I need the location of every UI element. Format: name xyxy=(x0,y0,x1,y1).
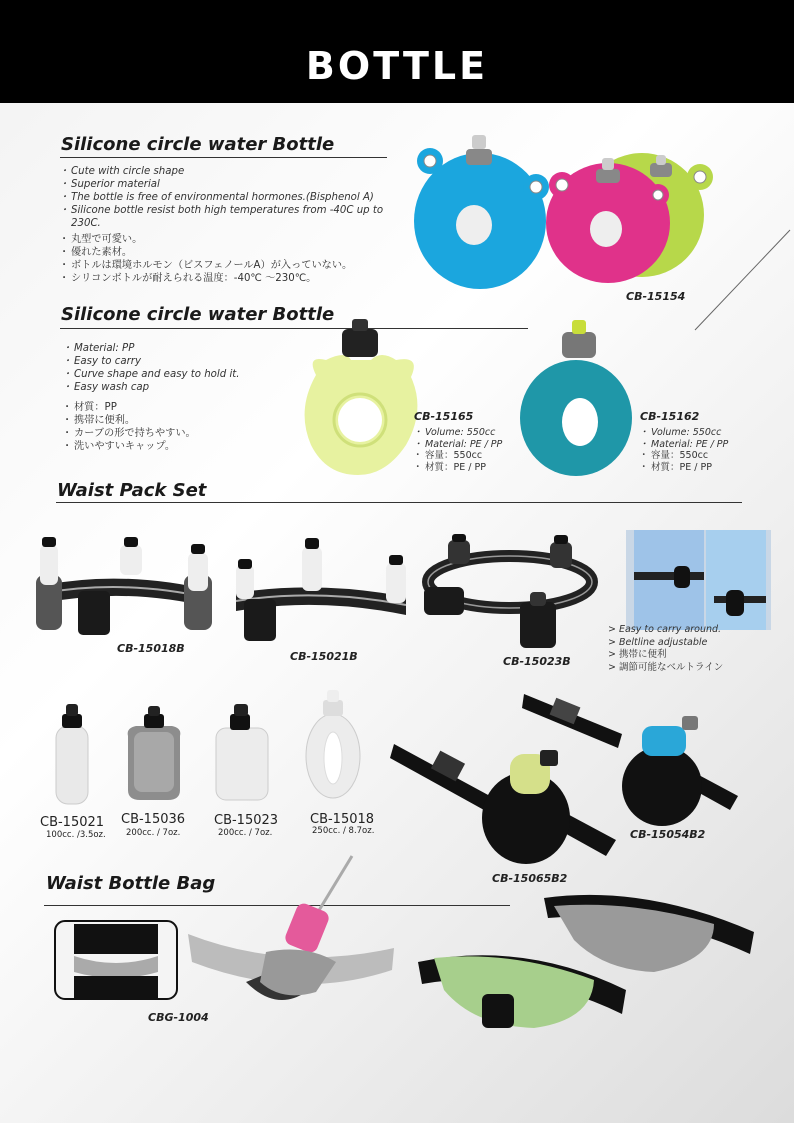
feature-item: ・ シリコンボトルが耐えられる温度：-40℃ ～230℃。 xyxy=(62,272,402,285)
product-code: CB-15021 xyxy=(40,815,105,830)
spec-item: ・ Volume: 550cc xyxy=(642,427,728,439)
bottle-image xyxy=(304,688,362,800)
page-header xyxy=(0,0,794,103)
spec-item: ・ Material: PE / PP xyxy=(416,439,502,451)
product-code: CB-15018B xyxy=(117,642,185,655)
bottle-image xyxy=(214,702,270,802)
feature-item: ・ 優れた素材。 xyxy=(62,246,402,259)
product-code: CB-15065B2 xyxy=(492,872,568,885)
feature-item: ・ Material: PP xyxy=(65,342,285,355)
feature-item: ・ 携帯に便利。 xyxy=(65,414,285,427)
feature-item: > 調節可能なベルトライン xyxy=(608,661,724,673)
page-title: BOTTLE xyxy=(305,44,489,88)
feature-item: ・ 丸型で可愛い。 xyxy=(62,233,402,246)
waist-pack-features xyxy=(608,624,723,674)
feature-item: ・ Easy wash cap xyxy=(65,381,285,394)
product-code: CB-15165 xyxy=(414,410,474,423)
waist-pack-belt-image xyxy=(34,535,219,640)
section1-features-jp xyxy=(62,233,402,285)
bottle-image xyxy=(122,704,186,802)
spec-item: ・ 材質：PE / PP xyxy=(416,462,502,474)
section3-rule xyxy=(56,502,742,503)
section1-rule xyxy=(60,157,387,158)
feature-item: > Easy to carry around. xyxy=(608,624,722,635)
section2-title: Silicone circle water Bottle xyxy=(61,304,335,325)
feature-item: ・ 材質：PP xyxy=(65,401,285,414)
section1-title: Silicone circle water Bottle xyxy=(61,134,335,155)
product-code: CB-15023 xyxy=(214,813,279,828)
product-specs xyxy=(416,427,502,473)
product-code: CB-15021B xyxy=(290,650,358,663)
feature-item: ・ Easy to carry xyxy=(65,355,285,368)
waist-bottle-bag-image xyxy=(186,852,401,1017)
feature-item: ・ ボトルは環境ホルモン（ビスフェノールA）が入っていない。 xyxy=(62,259,402,272)
feature-item: > 携帯に便利 xyxy=(608,649,667,660)
feature-item: ・ The bottle is free of environmental hormones.(Bisphenol A) xyxy=(62,191,402,204)
bottle-size: 100cc. /3.5oz. xyxy=(46,830,106,840)
decorative-line xyxy=(690,225,794,335)
product-specs xyxy=(642,427,728,473)
spec-item: ・ Volume: 550cc xyxy=(416,427,502,439)
bottle-size: 200cc. / 7oz. xyxy=(126,828,181,838)
section1-features-en xyxy=(62,165,402,230)
feature-item: ・ 洗いやすいキャップ。 xyxy=(65,440,285,453)
product-code: CB-15162 xyxy=(640,410,700,423)
spec-item: ・ 材質：PE / PP xyxy=(642,462,728,474)
feature-item: ・ Superior material xyxy=(62,178,402,191)
waist-pack-belt-image xyxy=(420,532,600,652)
product-code: CB-15036 xyxy=(121,812,186,827)
section2-rule xyxy=(60,328,528,329)
waist-bottle-bag-image xyxy=(522,686,742,826)
feature-item: ・ Silicone bottle resist both high temperatures from -40C up to 230C. xyxy=(62,204,402,230)
section2-features-jp xyxy=(65,401,285,453)
feature-item: ・ Cute with circle shape xyxy=(62,165,402,178)
feature-item: ・ カーブの形で持ちやすい。 xyxy=(65,427,285,440)
waist-pack-belt-image xyxy=(228,535,413,645)
section3-title: Waist Pack Set xyxy=(57,480,207,501)
section2-features-en xyxy=(65,342,285,394)
waist-bottle-bag-image xyxy=(414,880,769,1040)
circle-bottle-set-image xyxy=(410,125,730,295)
bottle-size: 200cc. / 7oz. xyxy=(218,828,273,838)
section4-title: Waist Bottle Bag xyxy=(46,873,216,894)
spec-item: ・ 容量：550cc xyxy=(642,450,728,462)
bottle-image xyxy=(52,702,92,806)
product-code: CB-15054B2 xyxy=(630,828,706,841)
runner-photo xyxy=(626,530,771,630)
feature-item: ・ Curve shape and easy to hold it. xyxy=(65,368,285,381)
product-code: CB-15023B xyxy=(503,655,571,668)
product-code: CB-15018 xyxy=(310,812,375,827)
bottle-size: 250cc. / 8.7oz. xyxy=(312,826,375,836)
cream-bottle-image xyxy=(296,315,426,475)
bag-wearer-photo xyxy=(54,920,178,1000)
product-code: CB-15154 xyxy=(626,290,686,303)
product-code: CBG-1004 xyxy=(148,1011,209,1024)
teal-bottle-image xyxy=(518,318,638,478)
spec-item: ・ Material: PE / PP xyxy=(642,439,728,451)
spec-item: ・ 容量：550cc xyxy=(416,450,502,462)
feature-item: > Beltline adjustable xyxy=(608,636,708,648)
